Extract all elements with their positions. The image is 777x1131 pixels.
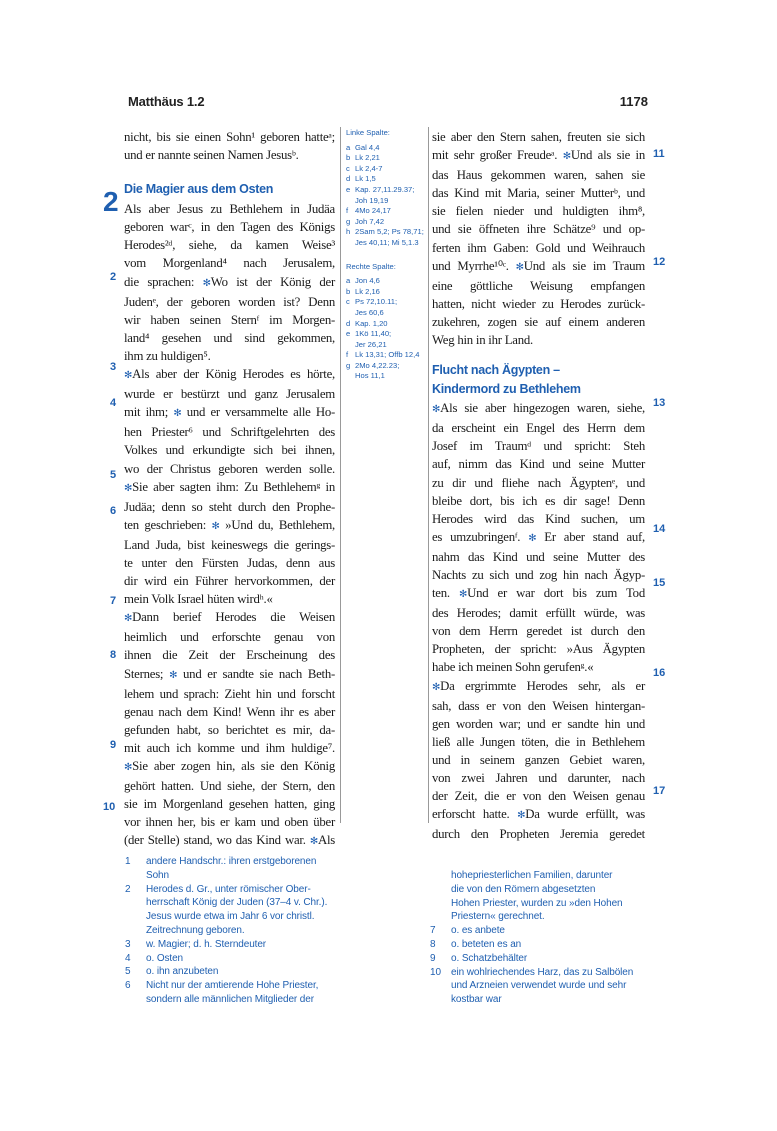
verse-marker-icon: ✻ xyxy=(517,810,526,822)
verse-marker-icon: ✻ xyxy=(528,532,537,544)
footnote: 10 ein wohlriechendes Harz, das zu Salbölen xyxy=(430,966,634,978)
text-line: sie aber den Stern sahen, freuten sie sich xyxy=(432,130,645,144)
footnote: 6 Nicht nur der amtierende Hohe Priester, xyxy=(125,980,319,992)
text-line: und Myrrhe¹⁰ᶜ. ✻Und als sie im Traum xyxy=(432,258,645,273)
footnote: und Arzneien verwendet wurde und sehr xyxy=(451,980,627,992)
text-line: vor ihnen her, bis er kam und oben über xyxy=(124,815,335,830)
footnote: 2 Herodes d. Gr., unter römischer Ober- xyxy=(125,883,311,895)
verse-marker-icon: ✻ xyxy=(124,482,133,494)
footnote: hohepriesterlichen Familien, darunter xyxy=(451,870,613,881)
cross-ref-entry: Jes 60,6 xyxy=(355,307,384,317)
text-line: gen worden war; und er sandte hin und xyxy=(432,716,645,731)
cross-ref-entry: d Kap. 1,20 xyxy=(346,318,388,328)
text-line: ✻Da ergrimmte Herodes sehr, als er xyxy=(432,678,645,693)
text-line: nahm das Kind und seine Mutter des xyxy=(432,549,645,564)
footnote: 4 o. Osten xyxy=(125,952,183,964)
verse-marker-icon: ✻ xyxy=(458,589,468,601)
text-line: auf, nimm das Kind und seine Mutter xyxy=(432,457,645,472)
text-line: Volkes und erkundigte sich bei ihnen, xyxy=(124,443,335,458)
verse-number: 17 xyxy=(653,785,666,797)
text-line: der Zeit, die er von den Weisen genau xyxy=(432,789,645,804)
text-line: hen Priester⁶ und Schriftgelehrten des xyxy=(124,425,335,440)
text-line: es umzubringenᶠ. ✻ Er aber stand auf, xyxy=(432,529,645,544)
cross-ref-entry: e 1Kö 11,40; xyxy=(346,329,392,339)
footnote: Priestern« gerechnet. xyxy=(451,911,545,923)
cross-ref-entry: h 2Sam 5,2; Ps 78,71; xyxy=(346,227,424,237)
verse-number: 2 xyxy=(110,271,117,283)
text-line: eine göttliche Weisung empfangen xyxy=(432,278,645,293)
verse-marker-icon: ✻ xyxy=(515,261,524,273)
text-line: Als aber Jesus zu Bethlehem in Judäa xyxy=(124,202,335,217)
text-line: und er nannte seinen Namen Jesusᵇ. xyxy=(124,148,299,163)
cross-ref-entry: Jer 26,21 xyxy=(355,339,387,349)
text-line: mit sehr großer Freudeᵃ. ✻Und als sie in xyxy=(432,148,645,163)
verse-marker-icon: ✻ xyxy=(211,520,220,532)
text-line: Land Juda, bist keineswegs die gerings- xyxy=(124,537,335,552)
text-line: Herodes²ᵈ, siehe, da kamen Weise³ xyxy=(124,238,335,253)
text-line: Sternes; ✻ und er sandte sie nach Beth- xyxy=(124,666,336,681)
verse-marker-icon: ✻ xyxy=(309,836,318,848)
text-line: lehem und sprach: Zieht hin und forscht xyxy=(124,686,335,701)
text-line: Nachts zu sich und zog hin nach Ägyp- xyxy=(432,567,645,582)
chapter-number: 2 xyxy=(103,186,119,217)
text-line: wir haben seinen Sternᶠ im Morgen- xyxy=(124,312,335,327)
cross-ref-entry: d Lk 1,5 xyxy=(346,174,376,184)
verse-number: 11 xyxy=(653,148,665,160)
text-line: sie im Morgenland gesehen hatten, ging xyxy=(124,797,335,812)
section-heading-flight-line-2: Kindermord zu Bethlehem xyxy=(432,382,581,397)
text-line: ✻Dann berief Herodes die Weisen xyxy=(124,610,335,625)
column-rule-right xyxy=(428,127,429,823)
text-line: Judäa; denn so steht durch den Prophe- xyxy=(124,499,335,514)
verse-number: 5 xyxy=(110,469,117,481)
verse-marker-icon: ✻ xyxy=(169,669,178,681)
cross-ref-entry: b Lk 2,16 xyxy=(346,286,380,296)
text-line: des Herodes; damit erfüllt würde, was xyxy=(432,606,645,621)
footnote: die von den Römern abgesetzten xyxy=(451,883,596,895)
footnote: 1 andere Handschr.: ihren erstgeborenen xyxy=(125,856,317,867)
cross-ref-entry: Jes 40,11; Mi 5,1.3 xyxy=(355,237,419,247)
text-line: heimlich und erforschte genau von xyxy=(124,630,335,645)
text-line: te unter den Fürsten Judas, denn aus xyxy=(124,555,335,570)
cross-ref-entry: f 4Mo 24,17 xyxy=(346,206,391,216)
text-line: wo der Christus geboren werden solle. xyxy=(124,461,335,476)
section-heading-magi: Die Magier aus dem Osten xyxy=(124,182,274,197)
text-line: von dem Herrn geredet ist durch den xyxy=(432,624,645,639)
cross-ref-entry: b Lk 2,21 xyxy=(346,153,380,163)
verse-number: 7 xyxy=(110,595,117,607)
text-line: hatten, nicht wieder zu Herodes zurück- xyxy=(432,296,645,311)
text-line: ✻Sie aber sagten ihm: Zu Bethlehemᵍ in xyxy=(124,479,335,494)
text-line: geboren warᶜ, in den Tagen des Königs xyxy=(124,220,335,235)
text-line: land⁴ gesehen und sind gekommen, xyxy=(124,330,335,345)
section-heading-flight-line-1: Flucht nach Ägypten – xyxy=(432,363,560,378)
verse-number: 10 xyxy=(103,801,116,813)
running-header-book-ref: Matthäus 1.2 xyxy=(128,94,205,109)
footnote: 5 o. ihn anzubeten xyxy=(125,966,219,978)
cross-ref-entry: e Kap. 27,11.29.37; xyxy=(346,184,415,194)
text-line: vom Morgenland⁴ nach Jerusalem, xyxy=(124,256,335,271)
verse-marker-icon: ✻ xyxy=(124,613,133,625)
verse-number: 3 xyxy=(110,361,117,373)
text-line: da erscheint ein Engel des Herrn dem xyxy=(432,421,645,436)
text-line: ten geschrieben: ✻ »Und du, Bethlehem, xyxy=(124,517,335,532)
text-line: die sprachen: ✻Wo ist der König der xyxy=(124,274,335,289)
text-line: Josef im Traumᵈ und spricht: Steh xyxy=(432,439,645,454)
text-line: bleibe dort, bis ich es dir sage! Denn xyxy=(432,493,645,508)
cross-ref-entry: g 2Mo 4,22.23; xyxy=(346,360,400,370)
text-line: wurde er bestürzt und ganz Jerusalem xyxy=(124,387,335,402)
text-line: das Haus gekommen waren, sahen sie xyxy=(432,168,645,183)
cross-ref-entry: a Gal 4,4 xyxy=(346,142,380,152)
text-line: genau nach dem Kind! Wenn ihr es aber xyxy=(124,704,335,719)
verse-marker-icon: ✻ xyxy=(124,370,133,382)
footnote: kostbar war xyxy=(451,994,502,1006)
text-line: mit ihm; ✻ und er versammelte alle Ho- xyxy=(124,405,335,420)
page-number: 1178 xyxy=(619,94,648,109)
cross-ref-right-title: Rechte Spalte: xyxy=(346,261,396,271)
verse-number: 9 xyxy=(110,739,117,751)
verse-number: 4 xyxy=(110,397,117,409)
verse-number: 8 xyxy=(110,649,117,661)
text-line: das Kind mit Maria, seiner Mutterᵇ, und xyxy=(432,186,645,201)
text-line: Propheten, der spricht: »Aus Ägypten xyxy=(432,642,645,657)
text-line: gefunden habt, so berichtet es mir, da- xyxy=(124,722,335,737)
text-line: und sie öffneten ihre Schätze⁹ und op- xyxy=(432,222,645,237)
text-line: erforscht hatte. ✻Da wurde erfüllt, was xyxy=(432,807,645,822)
verse-number: 16 xyxy=(653,667,666,679)
cross-ref-entry: Joh 19,19 xyxy=(355,195,389,205)
text-line: (der Stelle) stand, wo das Kind war. ✻Als xyxy=(124,833,335,848)
verse-marker-icon: ✻ xyxy=(173,408,182,420)
footnote: 3 w. Magier; d. h. Sterndeuter xyxy=(125,938,267,950)
footnote: Zeitrechnung geboren. xyxy=(146,924,245,936)
left-text-column xyxy=(124,128,335,851)
text-line: gehört hatten. Und siehe, der Stern, den xyxy=(124,779,335,794)
cross-ref-entry: c Ps 72,10.11; xyxy=(346,297,398,307)
cross-ref-entry: g Joh 7,42 xyxy=(346,216,385,226)
footnote: Hohen Priester, wurden zu »den Hohen xyxy=(451,897,623,909)
verse-number: 14 xyxy=(653,523,666,535)
verse-marker-icon: ✻ xyxy=(202,277,211,289)
footnote: 7 o. es anbete xyxy=(430,925,505,937)
footnote: Jesus wurde etwa im Jahr 6 vor christl. xyxy=(146,911,315,923)
cross-ref-entry: c Lk 2,4-7 xyxy=(346,163,383,173)
text-line: habe ich meinen Sohn gerufenᵍ.« xyxy=(432,660,594,675)
verse-number: 13 xyxy=(653,397,666,409)
text-line: durch den Propheten Jeremia geredet xyxy=(432,827,645,842)
text-line: von zwei Jahren und darunter, nach xyxy=(432,771,645,785)
text-line: und in seinem ganzen Gebiet waren, xyxy=(432,752,645,767)
verse-number: 6 xyxy=(110,505,117,517)
column-rule-left xyxy=(340,127,341,823)
verse-number: 12 xyxy=(653,256,666,268)
text-line: sie fielen nieder und huldigten ihm⁸, xyxy=(432,204,645,219)
cross-reference-column xyxy=(346,128,426,382)
cross-ref-entry: f Lk 13,31; Offb 12,4 xyxy=(346,350,420,360)
cross-ref-entry: a Jon 4,6 xyxy=(346,276,380,286)
text-line: ihnen die Zeit der Erscheinung des xyxy=(124,648,335,663)
text-line: ✻Sie aber zogen hin, als sie den König xyxy=(124,759,335,773)
cross-ref-entry: Hos 11,1 xyxy=(355,371,385,381)
verse-marker-icon: ✻ xyxy=(432,404,441,416)
text-line: ihm zu huldigen⁵. xyxy=(124,348,211,363)
footnotes-right xyxy=(430,869,660,1007)
text-line: ließ alle Jungen töten, die in Bethlehem xyxy=(432,734,645,749)
verse-marker-icon: ✻ xyxy=(562,151,571,163)
right-text-column xyxy=(432,128,645,843)
text-line: ferten ihm Gaben: Gold und Weihrauch xyxy=(432,240,645,255)
text-line: mein Volk Israel hüten wirdʰ.« xyxy=(124,592,273,607)
text-line: ten. ✻Und er war dort bis zum Tod xyxy=(432,586,645,601)
footnotes-left xyxy=(125,855,340,1007)
text-line: ✻Als sie aber hingezogen waren, siehe, xyxy=(432,401,645,416)
text-line: ✻Als aber der König Herodes es hörte, xyxy=(124,367,335,382)
text-line: zu dir und fliehe nach Ägyptenᵉ, und xyxy=(432,475,645,490)
verse-marker-icon: ✻ xyxy=(432,681,441,693)
cross-ref-left-title: Linke Spalte: xyxy=(346,128,390,137)
footnote: Sohn xyxy=(146,869,169,881)
text-line: sah, dass er von den Weisen hintergan- xyxy=(432,698,645,713)
text-line: Weg hin in ihr Land. xyxy=(432,333,533,348)
footnote: sondern alle männlichen Mitglieder der xyxy=(146,993,314,1005)
footnote: 8 o. beteten es an xyxy=(430,938,522,950)
verse-number: 15 xyxy=(653,577,666,589)
text-line: dir wird ein Führer hervorkommen, der xyxy=(124,574,335,589)
text-line: mit auch ich komme und ihm huldige⁷. xyxy=(124,740,335,755)
text-line: nicht, bis sie einen Sohn¹ geboren hatteᵃ; xyxy=(124,130,335,144)
text-line: Herodes wird das Kind suchen, um xyxy=(432,511,645,526)
verse-marker-icon: ✻ xyxy=(124,762,133,773)
footnote: 9 o. Schatzbehälter xyxy=(430,952,528,964)
text-line: Judenᵉ, der geboren worden ist? Denn xyxy=(124,294,335,309)
footnote: herrschaft König der Juden (37–4 v. Chr.). xyxy=(146,897,328,909)
text-line: zukehren, zogen sie auf einem anderen xyxy=(432,314,645,329)
